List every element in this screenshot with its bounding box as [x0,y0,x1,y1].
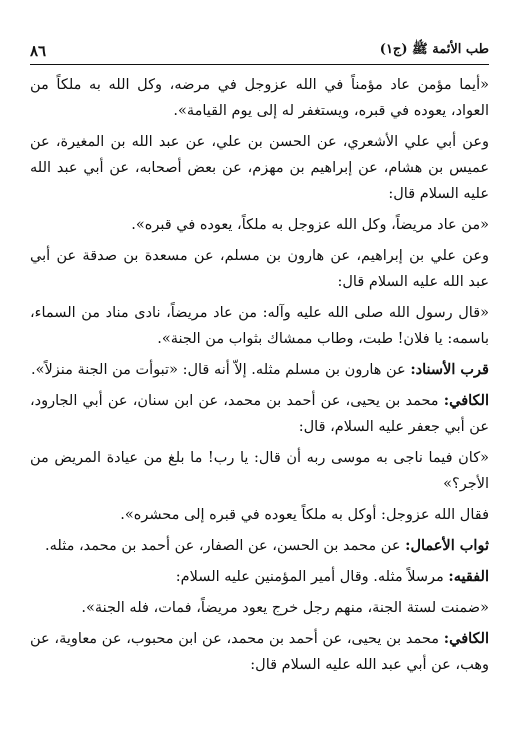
paragraph-text: «قال رسول الله صلى الله عليه وآله: من عاد مريضاً، نادى مناد من السماء، باسمه: يا فلان! طبت، وطاب ممشاك بثواب من الجنة». [30,305,489,347]
paragraph-text: محمد بن يحيى، عن أحمد بن محمد، عن ابن سنان، عن أبي الجارود، عن أبي جعفر عليه السلام، قال: [30,393,489,435]
paragraph [30,533,489,559]
paragraph [30,243,489,295]
paragraph-text: مرسلاً مثله. وقال أمير المؤمنين عليه السلام: [175,569,444,585]
page-header [30,38,489,60]
paragraph [30,129,489,207]
paragraph [30,564,489,590]
paragraph-text: «ضمنت لستة الجنة، منهم رجل خرج يعود مريضاً، فمات، فله الجنة». [81,600,489,616]
page-body [30,72,489,683]
source-label: الكافي: [443,630,489,647]
paragraph [30,445,489,497]
paragraph [30,626,489,678]
running-title: طب الأئمة ﷺ (ج١) [379,42,489,57]
header-rule [30,64,489,65]
paragraph [30,300,489,352]
source-label: الكافي: [443,392,490,409]
source-label: الفقيه: [448,568,489,585]
paragraph-text: عن محمد بن الحسن، عن الصفار، عن أحمد بن محمد، مثله. [45,538,401,554]
paragraph-text: «أيما مؤمن عاد مؤمناً في الله عزوجل في مرضه، وكل الله به ملكاً من العواد، يعوده في قبره، ويستغفر له إلى يوم القيامة». [30,77,489,119]
page-number: ٨٦ [30,42,47,60]
paragraph [30,212,489,238]
source-label: قرب الأسناد: [410,361,489,378]
paragraph [30,502,489,528]
paragraph-text: «كان فيما ناجى به موسى ربه أن قال: يا رب! ما بلغ من عيادة المريض من الأجر؟» [30,450,489,492]
paragraph [30,72,489,124]
paragraph-text: محمد بن يحيى، عن أحمد بن محمد، عن ابن محبوب، عن معاوية، عن وهب، عن أبي عبد الله عليه السلام قال: [30,631,489,673]
paragraph [30,388,489,440]
paragraph-text: «من عاد مريضاً، وكل الله عزوجل به ملكاً، يعوده في قبره». [131,217,489,233]
paragraph-text: فقال الله عزوجل: أوكل به ملكاً يعوده في قبره إلى محشره». [120,507,489,523]
paragraph [30,357,489,383]
paragraph-text: وعن أبي علي الأشعري، عن الحسن بن علي، عن عبد الله بن المغيرة، عن عميس بن هشام، عن إبراهيم بن مهزم، عن بعض أصحابه، عن أبي عبد الله عليه السلام قال: [30,134,489,202]
paragraph-text: عن هارون بن مسلم مثله. إلاّ أنه قال: «تبوأت من الجنة منزلاً». [31,362,406,378]
source-label: ثواب الأعمال: [405,537,489,554]
paragraph-text: وعن علي بن إبراهيم، عن هارون بن مسلم، عن مسعدة بن صدقة عن أبي عبد الله عليه السلام قال: [30,248,489,290]
paragraph [30,595,489,621]
